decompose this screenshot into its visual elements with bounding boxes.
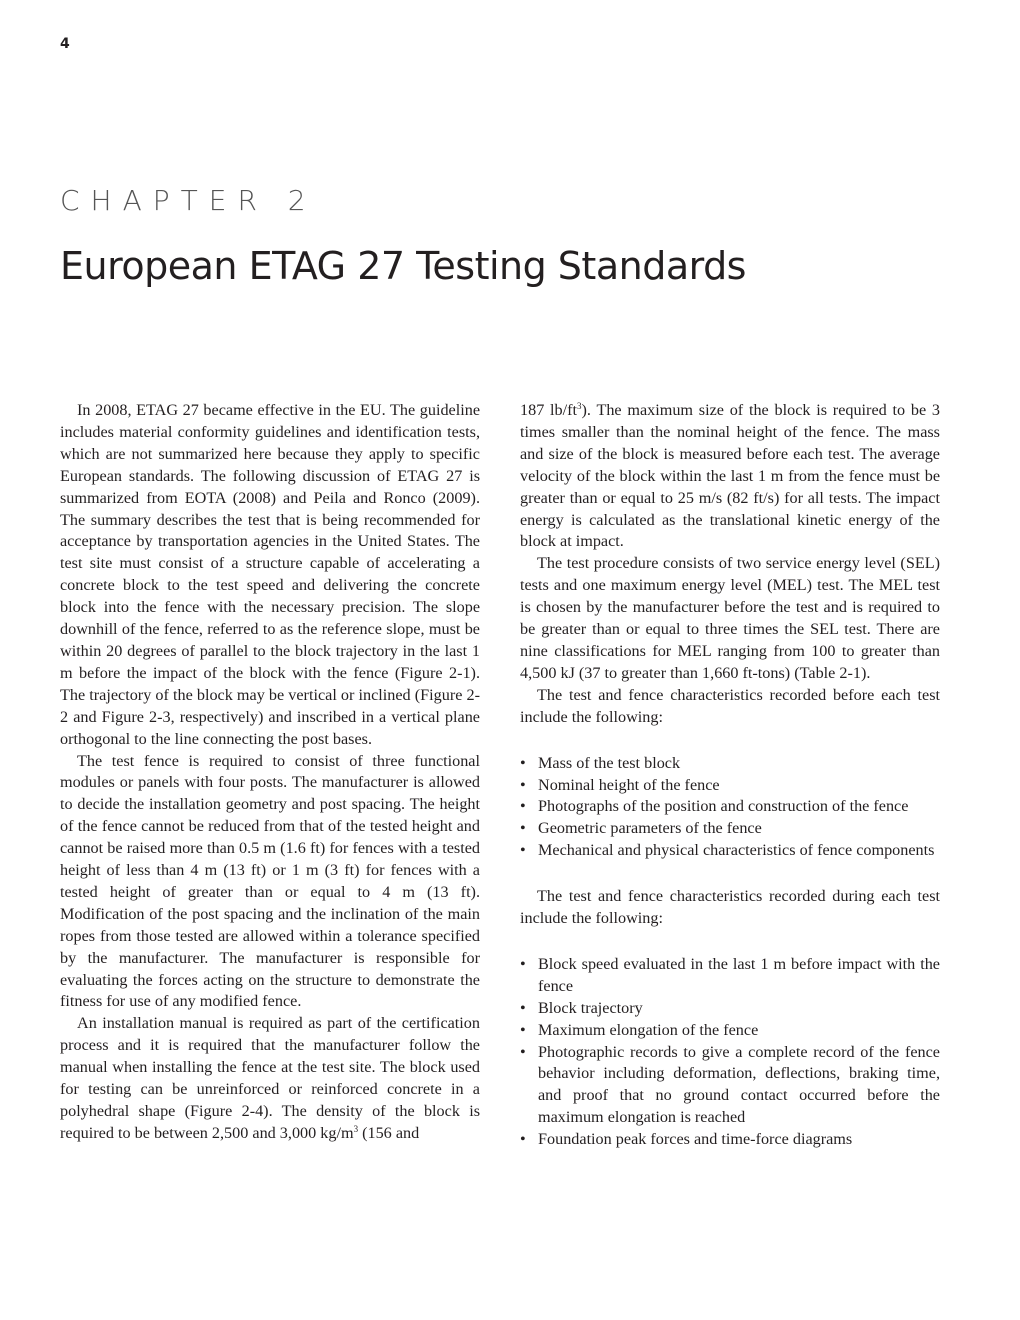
list-item [520,954,940,998]
bullet-icon: • [520,775,526,794]
list-item-text: Block speed evaluated in the last 1 m before impact with the fence [538,954,940,995]
page-number: 4 [60,36,70,52]
list-item [520,796,940,818]
list-item [520,1020,940,1042]
superscript-3: 3 [353,1123,359,1134]
list-item-text: Photographic records to give a complete record of the fence behavior including deformation, deflections, braking time, and proof that no ground contact occurred before the maximum elongation is reached [538,1042,940,1127]
bullet-icon: • [520,998,526,1017]
paragraph-test-fence: The test fence is required to consist of three functional modules or panels with four posts. The manufacturer is allowed to decide the installation geometry and post spacing. The height of the fence cannot be reduced from that of the tested height and cannot be raised more than 0.5 m (1.6 ft) for fences with a tested height of less than 4 m (13 ft) or 1 m (3 ft) for fences with a tested height of greater than or equal to 4 m (13 ft). Modification of the post spacing and the inclination of the main ropes from those tested are allowed within a tolerance specified by the manufacturer. The manufacturer is responsible for evaluating the forces acting on the structure to demonstrate the fitness for use of any modified fence. [60,751,480,1011]
paragraph-before-test: The test and fence characteristics recorded before each test include the following: [520,685,940,726]
bullet-icon: • [520,1042,526,1061]
paragraph-installation-tail: (156 and [358,1123,420,1142]
bullet-icon: • [520,1020,526,1039]
bullet-icon: • [520,1130,526,1149]
paragraph-during-test: The test and fence characteristics recorded during each test include the following: [520,887,940,928]
chapter-label: CHAPTER 2 [60,184,317,217]
list-item-text: Mechanical and physical characteristics of fence components [538,841,935,860]
left-column [60,400,480,1145]
list-item [520,998,940,1020]
list-item [520,753,940,775]
paragraph-test-procedure: The test procedure consists of two service energy level (SEL) tests and one maximum energy level (MEL) test. The MEL test is chosen by the manufacturer before the test and is required to be greater than or equal to three times the SEL test. There are nine classifications for MEL ranging from 100 to greater than 4,500 kJ (37 to greater than 1,660 ft-tons) (Table 2-1). [520,554,940,682]
bullet-icon: • [520,841,526,860]
list-before-test [520,753,940,863]
bullet-icon: • [520,753,526,772]
paragraph-intro: In 2008, ETAG 27 became effective in the EU. The guideline includes material conformity guidelines and identification tests, which are not summarized here because they apply to specific European standards. The following discussion of ETAG 27 is summarized from EOTA (2008) and Peila and Ronco (2009). The summary describes the test that is being recommended for acceptance by transportation agencies in the United States. The test site must consist of a structure capable of accelerating a concrete block to the test speed and delivering the concrete block into the fence with the necessary precision. The slope downhill of the fence, referred to as the reference slope, must be within 20 degrees of parallel to the block trajectory in the last 1 m before the impact of the block with the fence (Figure 2-1). The trajectory of the block may be vertical or inclined (Figure 2-2 and Figure 2-3, respectively) and inscribed in a vertical plane orthogonal to the line connecting the post bases. [60,401,480,748]
list-item [520,775,940,797]
paragraph-installation-manual [60,1013,480,1144]
bullet-icon: • [520,797,526,816]
paragraph-block-size [520,400,940,553]
list-item-text: Foundation peak forces and time-force diagrams [538,1130,853,1149]
bullet-icon: • [520,819,526,838]
list-item-text: Maximum elongation of the fence [538,1020,759,1039]
list-item-text: Photographs of the position and construction of the fence [538,797,909,816]
right-column [520,400,940,1175]
paragraph-installation-text: An installation manual is required as part of the certification process and it is required that the manufacturer follow the manual when installing the fence at the test site. The block used for testing can be unreinforced or reinforced concrete in a polyhedral shape (Figure 2-4). The density of the block is required to be between 2,500 and 3,000 kg/m [60,1014,480,1142]
list-item [520,818,940,840]
list-item [520,840,940,862]
paragraph-block-size-head: 187 lb/ft [520,401,578,419]
list-item [520,1042,940,1130]
list-item-text: Mass of the test block [538,753,681,772]
chapter-title: European ETAG 27 Testing Standards [60,244,746,288]
list-item [520,1129,940,1151]
bullet-icon: • [520,954,526,973]
superscript-3: 3 [577,401,582,411]
list-item-text: Geometric parameters of the fence [538,819,762,838]
list-during-test [520,954,940,1151]
list-item-text: Nominal height of the fence [538,775,720,794]
list-item-text: Block trajectory [538,998,643,1017]
paragraph-block-size-text: ). The maximum size of the block is required to be 3 times smaller than the nominal height of the fence. The mass and size of the block is measured before each test. The average velocity of the block within the last 1 m from the fence must be greater than or equal to 25 m/s (82 ft/s) for all tests. The impact energy is calculated as the translational kinetic energy of the block at impact. [520,401,940,551]
